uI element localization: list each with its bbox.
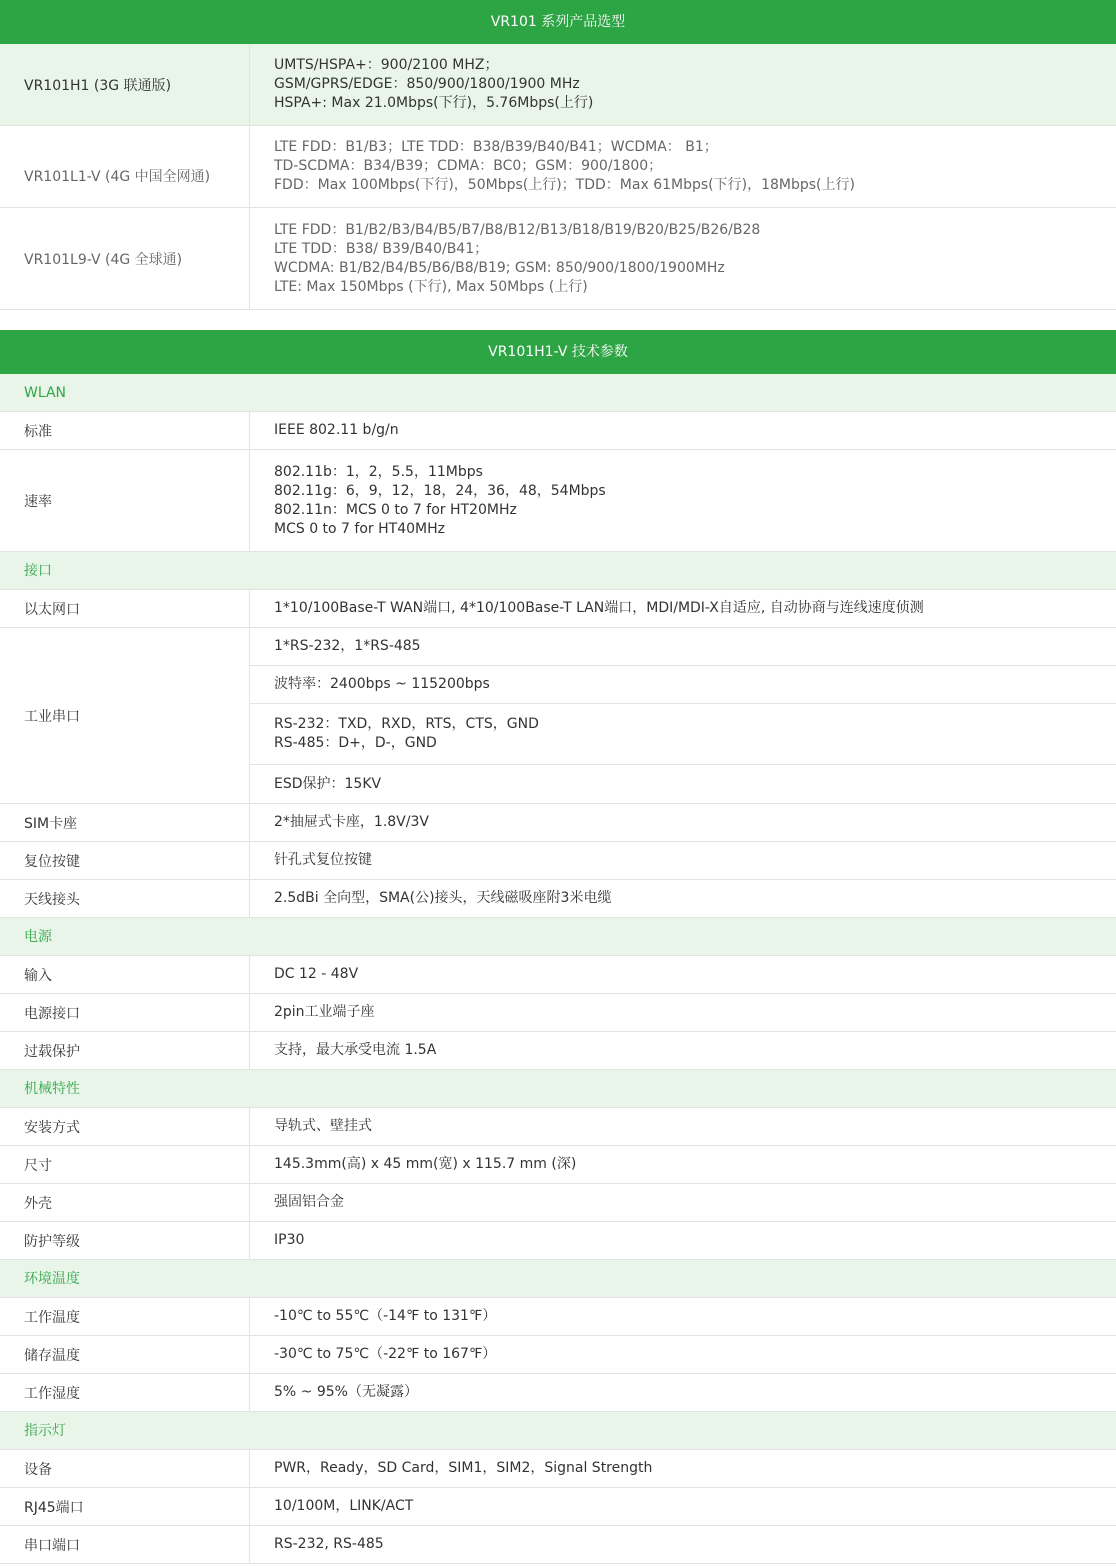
- table-gap: [0, 310, 1116, 330]
- spec-label: 设备: [0, 1450, 250, 1487]
- spec-row-storage-temp: [0, 1336, 1116, 1374]
- spec-row-case: [0, 1184, 1116, 1222]
- spec-line: LTE FDD：B1/B2/B3/B4/B5/B7/B8/B12/B13/B18/B19/B20/B25/B26/B28: [274, 221, 761, 238]
- spec-line: MCS 0 to 7 for HT40MHz: [274, 520, 445, 537]
- spec-value: 支持，最大承受电流 1.5A: [274, 1042, 437, 1058]
- spec-value: -10℃ to 55℃（-14℉ to 131℉）: [274, 1308, 497, 1324]
- spec-line: FDD：Max 100Mbps(下行)，50Mbps(上行)；TDD：Max 61Mbps(下行)，18Mbps(上行): [274, 177, 855, 193]
- selection-title: VR101 系列产品选型: [0, 0, 1116, 44]
- specs-title: VR101H1-V 技术参数: [0, 330, 1116, 374]
- spec-row-ethernet: [0, 590, 1116, 628]
- spec-row-size: [0, 1146, 1116, 1184]
- spec-label: RJ45端口: [0, 1488, 250, 1525]
- spec-row-mount: [0, 1108, 1116, 1146]
- spec-line: 802.11n：MCS 0 to 7 for HT20MHz: [274, 501, 517, 518]
- spec-line: WCDMA: B1/B2/B4/B5/B6/B8/B19; GSM: 850/900/1800/1900MHz: [274, 259, 725, 276]
- spec-label: 电源接口: [0, 994, 250, 1031]
- spec-label: 安装方式: [0, 1108, 250, 1145]
- spec-label: 防护等级: [0, 1222, 250, 1259]
- spec-row-sim: [0, 804, 1116, 842]
- model-specs: [250, 208, 1116, 309]
- model-name: VR101L1-V (4G 中国全网通): [0, 126, 250, 207]
- spec-label: 过载保护: [0, 1032, 250, 1069]
- spec-label: 工作温度: [0, 1298, 250, 1335]
- spec-line: LTE: Max 150Mbps (下行), Max 50Mbps (上行): [274, 278, 588, 295]
- spec-label: 天线接头: [0, 880, 250, 917]
- spec-line: 802.11g：6，9，12，18，24，36，48，54Mbps: [274, 482, 606, 499]
- spec-row-led-rj45: [0, 1488, 1116, 1526]
- spec-value: IP30: [274, 1232, 305, 1248]
- model-name: VR101H1 (3G 联通版): [0, 44, 250, 125]
- spec-value: 145.3mm(高) x 45 mm(宽) x 115.7 mm (深): [274, 1156, 577, 1172]
- spec-value: 1*10/100Base-T WAN端口, 4*10/100Base-T LAN端口，MDI/MDI-X自适应, 自动协商与连线速度侦测: [274, 600, 924, 616]
- spec-label: 工业串口: [0, 628, 250, 803]
- section-power: 电源: [0, 918, 1116, 956]
- section-mechanical: 机械特性: [0, 1070, 1116, 1108]
- model-row-vr101l9: [0, 208, 1116, 310]
- spec-row-work-temp: [0, 1298, 1116, 1336]
- spec-value: 导轨式、壁挂式: [274, 1118, 372, 1134]
- spec-label: 以太网口: [0, 590, 250, 627]
- spec-row-humidity: [0, 1374, 1116, 1412]
- spec-value: 2pin工业端子座: [274, 1004, 375, 1020]
- model-specs: [250, 126, 1116, 207]
- section-wlan: WLAN: [0, 374, 1116, 412]
- spec-row-standard: [0, 412, 1116, 450]
- spec-row-reset: [0, 842, 1116, 880]
- spec-label: 外壳: [0, 1184, 250, 1221]
- section-leds: 指示灯: [0, 1412, 1116, 1450]
- spec-value: ESD保护：15KV: [274, 775, 382, 792]
- spec-value: 2*抽屉式卡座，1.8V/3V: [274, 814, 429, 830]
- spec-value: PWR，Ready，SD Card，SIM1，SIM2，Signal Strength: [274, 1460, 653, 1476]
- model-name: VR101L9-V (4G 全球通): [0, 208, 250, 309]
- spec-row-overload: [0, 1032, 1116, 1070]
- spec-value: 1*RS-232，1*RS-485: [250, 628, 1116, 666]
- spec-value: 5% ~ 95%（无凝露）: [274, 1384, 418, 1400]
- model-row-vr101l1: [0, 126, 1116, 208]
- spec-row-ip: [0, 1222, 1116, 1260]
- spec-label: 速率: [0, 450, 250, 551]
- spec-label: 储存温度: [0, 1336, 250, 1373]
- spec-value: 强固铝合金: [274, 1194, 344, 1210]
- spec-row-led-device: [0, 1450, 1116, 1488]
- spec-row-serial: [0, 628, 1116, 804]
- spec-label: 尺寸: [0, 1146, 250, 1183]
- spec-line: LTE FDD：B1/B3；LTE TDD：B38/B39/B40/B41；WCDMA： B1；: [274, 139, 718, 155]
- spec-value: -30℃ to 75℃（-22℉ to 167℉）: [274, 1346, 497, 1362]
- section-interface: 接口: [0, 552, 1116, 590]
- spec-line: LTE TDD：B38/ B39/B40/B41；: [274, 240, 489, 257]
- spec-value: DC 12 - 48V: [274, 966, 359, 982]
- spec-value: [250, 450, 1116, 551]
- spec-row-antenna: [0, 880, 1116, 918]
- spec-line: GSM/GPRS/EDGE：850/900/1800/1900 MHz: [274, 76, 580, 92]
- spec-line: UMTS/HSPA+：900/2100 MHZ；: [274, 57, 499, 73]
- spec-value: RS-232, RS-485: [274, 1536, 384, 1552]
- spec-value: [250, 704, 1116, 766]
- spec-label: 输入: [0, 956, 250, 993]
- spec-row-led-serial: [0, 1526, 1116, 1564]
- spec-label: 标准: [0, 412, 250, 449]
- spec-line: HSPA+: Max 21.0Mbps(下行)，5.76Mbps(上行): [274, 95, 594, 111]
- model-row-vr101h1: [0, 44, 1116, 126]
- model-specs: [250, 44, 1116, 125]
- spec-row-input: [0, 956, 1116, 994]
- spec-label: 复位按键: [0, 842, 250, 879]
- spec-row-rate: [0, 450, 1116, 552]
- spec-value: 2.5dBi 全向型，SMA(公)接头，天线磁吸座附3米电缆: [274, 890, 612, 906]
- spec-value: 10/100M，LINK/ACT: [274, 1498, 414, 1514]
- spec-label: 串口端口: [0, 1526, 250, 1563]
- spec-row-power-connector: [0, 994, 1116, 1032]
- spec-line: RS-232：TXD，RXD，RTS，CTS，GND: [274, 715, 539, 732]
- spec-label: SIM卡座: [0, 804, 250, 841]
- spec-line: 802.11b：1，2，5.5，11Mbps: [274, 463, 483, 480]
- section-environment: 环境温度: [0, 1260, 1116, 1298]
- model-selection-table: [0, 0, 1116, 310]
- tech-spec-table: [0, 330, 1116, 1564]
- spec-value: 波特率：2400bps ~ 115200bps: [250, 666, 1116, 704]
- spec-line: TD-SCDMA：B34/B39；CDMA：BC0；GSM：900/1800；: [274, 158, 663, 174]
- spec-value: IEEE 802.11 b/g/n: [274, 422, 399, 438]
- spec-value: 针孔式复位按键: [274, 852, 372, 868]
- spec-label: 工作湿度: [0, 1374, 250, 1411]
- spec-line: RS-485：D+，D-，GND: [274, 734, 437, 751]
- serial-sub-rows: [250, 628, 1116, 803]
